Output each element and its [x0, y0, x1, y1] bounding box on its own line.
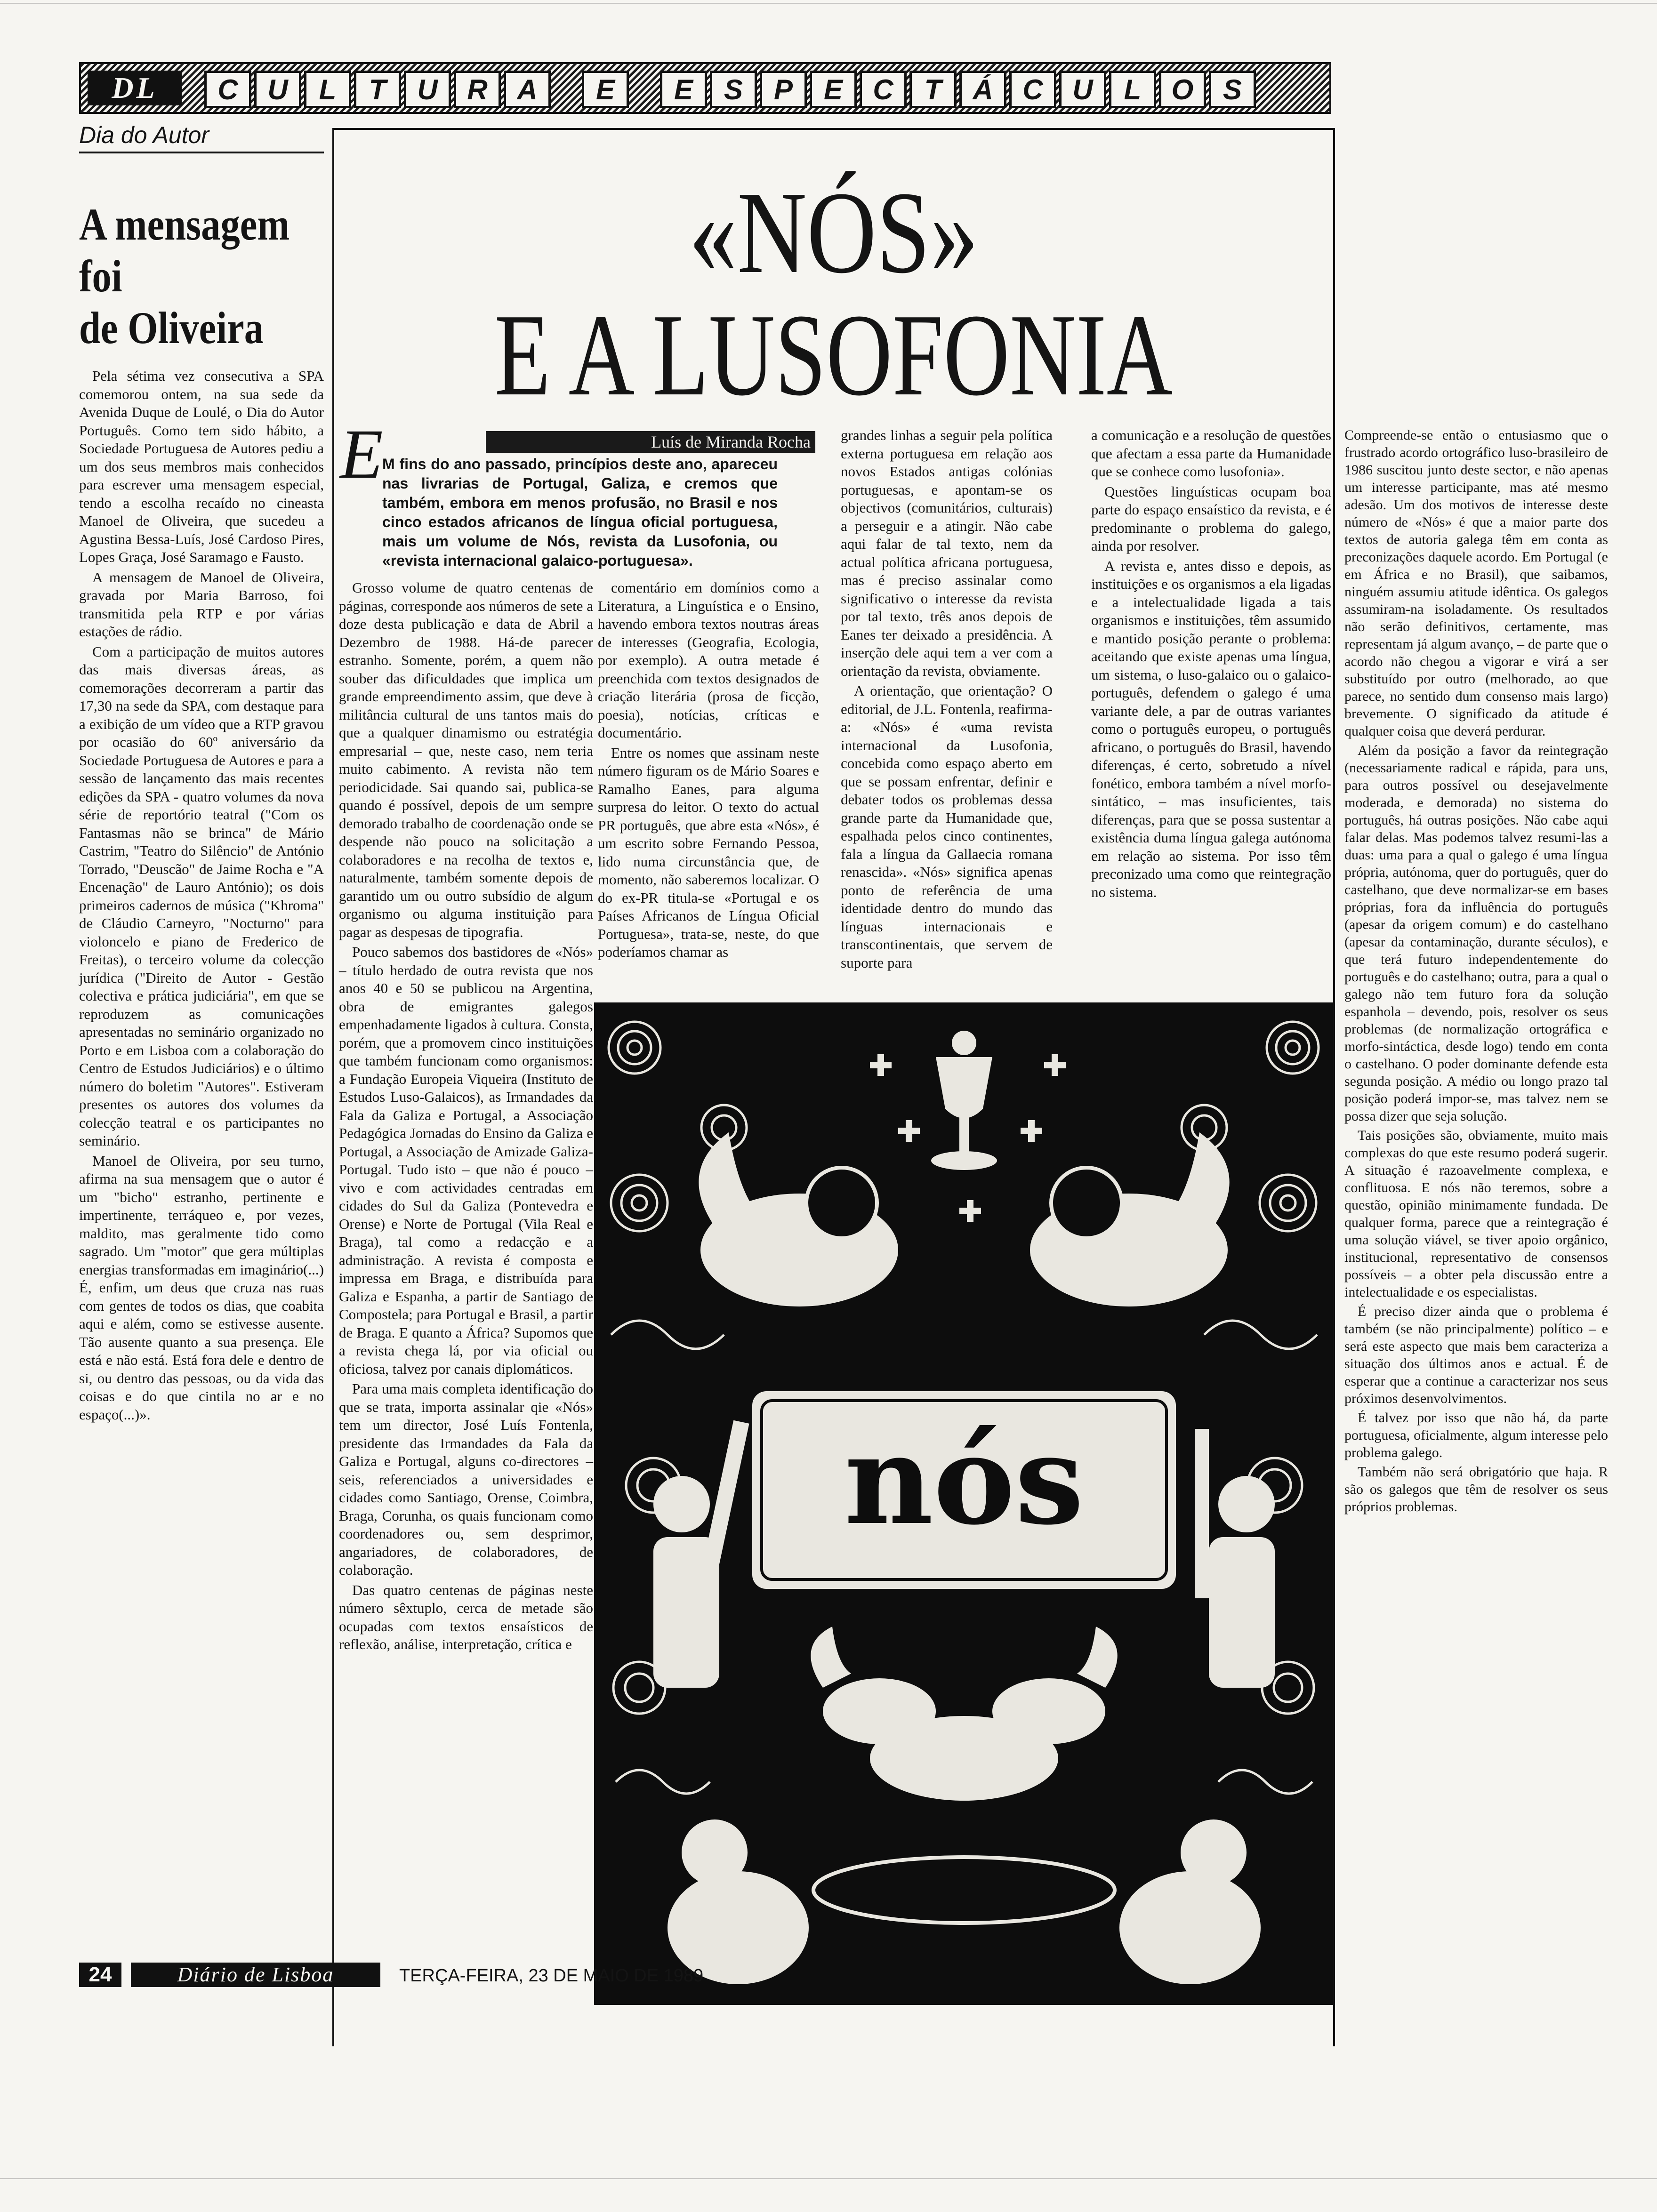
section-title-space: [554, 71, 579, 104]
section-title-letter: C: [204, 71, 251, 108]
section-title-letter: A: [504, 71, 551, 108]
page-number: 24: [79, 1963, 121, 1987]
illustration-title: nós: [844, 1409, 1084, 1552]
section-title-letter: E: [810, 71, 857, 108]
dropcap: E: [340, 415, 383, 493]
col4-paragraph: A revista e, antes disso e depois, as instituições e os organismos a ela ligadas e a intelectualidade ligada a tais organismos e instituições, têm assumido e mantido posição perante o problema: aceitando que existe apenas uma língua, um sistema, o luso-galaico ou o galaico-português, defendem o galego é uma variante dele, a par de outras variantes como o português europeu, o português africano, o português do Brasil, havendo diferenças, é certo, sobretudo a nível fonético, embora também a nível morfo-sintático, – mas insuficientes, tais diferenças, para que se possa sustentar a existência duma língua galega autónoma em relação ao sistema. Por isso têm preconizado uma como que reintegração no sistema.: [1091, 557, 1331, 900]
section-title: [204, 71, 1259, 108]
section-title-letter: U: [254, 71, 301, 108]
section-title-letter: C: [1009, 71, 1056, 108]
section-title-space: [632, 71, 657, 104]
column-1: [339, 579, 593, 1656]
section-title-letter: E: [582, 71, 629, 108]
col5-paragraph: Compreende-se então o entusiasmo que o frustrado acordo ortográfico luso-brasileiro de 1986 suscitou junto deste sector, e não apenas um interesse participante, mas até mesmo adesão. Um dos motivos de interesse deste número de «Nós» é que a maior parte dos textos de autoria galega têm em conta as preconizações daquele acordo. Em Portugal (e em África e no Brasil), que saibamos, ninguém assumiu atitude idêntica. Os galegos assumiram-na isoladamente. Os resultados não serão definitivos, certamente, mas representam já algum avanço, – de parte que o acordo não chegou a vigorar e virá a ser substituído por outro (melhorado, ao que parece, no sentido dum consenso mais largo) brevemente. O significado da atitude é qualquer coisa que deverá perdurar.: [1344, 427, 1608, 739]
left-headline-line2: foi: [79, 251, 122, 301]
section-title-letter: S: [710, 71, 757, 108]
column-5: [1344, 426, 1608, 1517]
left-headline: [79, 199, 322, 354]
main-title-line1: «NÓS»: [689, 168, 979, 298]
section-title-letter: E: [660, 71, 707, 108]
section-title-letter: U: [404, 71, 451, 108]
col5-paragraph: Tais posições são, obviamente, muito mais complexas do que este resumo poderá sugerir. A situação é razoavelmente complexa, e conflituosa. E nós não teremos, sobre a questão, opinião minimamente fundada. De qualquer forma, parece que a reintegração é uma solução viável, se tiver apoio orgânico, institucional, representativo de consensos possíveis – a obter pela discussão entre a intelectualidade e os especialistas.: [1344, 1128, 1608, 1300]
section-title-letter: P: [760, 71, 807, 108]
section-header: [79, 62, 1331, 114]
section-title-letter: T: [909, 71, 957, 108]
footer: [79, 1963, 1336, 1991]
col2-paragraph: comentário em domínios como a Literatura, a Linguística e o Ensino, havendo embora textos noutras áreas de interesses (Geografia, Ecologia, por exemplo). A outra metade é preenchida com textos designados de criação literária (prosa de ficção, poesia), notícias, críticas e documentário.: [598, 579, 819, 741]
left-headline-line3: de Oliveira: [79, 303, 264, 353]
left-kicker: Dia do Autor: [79, 121, 324, 153]
section-title-letter: L: [304, 71, 351, 108]
main-title: [332, 168, 1335, 420]
section-title-letter: S: [1209, 71, 1256, 108]
col1-paragraph: Das quatro centenas de páginas neste número sêxtuplo, cerca de metade são ocupadas com textos ensaísticos de reflexão, análise, interpretação, crítica e: [339, 1581, 593, 1652]
section-title-letter: C: [860, 71, 907, 108]
col1-paragraph: Grosso volume de quatro centenas de páginas, corresponde aos números de sete a doze desta publicação e data de Abril a Dezembro de 1988. Há-de parecer estranho. Somente, porém, a quem não souber das dificuldades que implica um grande empreendimento assim, que deve à militância cultural de uns tantos mais do que a qualquer dinamismo ou estratégia empresarial – que, neste caso, nem teria muito cabimento. A revista não tem periodicidade. Sai quando sai, publica-se quando é possível, depois de um sempre demorado trabalho de coordenação onde se despende não pouco na solicitação a colaboradores e na recolha de textos e, naturalmente, também somente depois de garantido um ou outro subsídio de algum organismo ou alguma instituição para pagar as despesas de tipografia.: [339, 579, 593, 940]
left-paragraph: A mensagem de Manoel de Oliveira, gravada por Maria Barroso, foi transmitida pela RTP e por várias estações de rádio.: [79, 569, 324, 640]
column-2: [598, 579, 819, 963]
col2-paragraph: Entre os nomes que assinam neste número figuram os de Mário Soares e Ramalho Eanes, para alguma surpresa do leitor. O texto do actual PR português, que abre esta «Nós», é um escrito sobre Fernando Pessoa, lido numa circunstância que, de momento, não saberemos localizar. O do ex-PR titula-se «Portugal e os Países Africanos de Língua Oficial Portuguesa», trata-se, neste, do que poderíamos chamar as: [598, 744, 819, 960]
left-paragraph: Manoel de Oliveira, por seu turno, afirma na sua mensagem que o autor é um "bicho" estranho, pertinente e impertinente, terráqueo e, por vezes, maldito, mas geralmente tido como sagrado. Um "motor" que gera múltiplas energias transformadas em imaginário(...) É, enfim, um deus que cruza nas ruas com gentes de todos os dias, que coabita aqui e além, como se estivesse ausente. Tão ausente quanto a sua presença. Ele está e não está. Está fora dele e dentro de si, ou dentro das pessoas, ou da vida das coisas e do que cintila no ar e no espaço(...)».: [79, 1152, 324, 1423]
logo-text: DL: [112, 71, 158, 104]
col5-paragraph: É preciso dizer ainda que o problema é também (se não principalmente) político – e será este aspecto que mais bem caracteriza a situação dos últimos anos e actual. É de esperar que a continue a caracterizar nos seus próximos desenvolvimentos.: [1344, 1304, 1608, 1406]
left-article: [79, 121, 324, 1426]
main-title-line2: E A LUSOFONIA: [494, 290, 1173, 420]
col5-paragraph: Também não será obrigatório que haja. R são os galegos que têm de resolver os seus próprios problemas.: [1344, 1464, 1608, 1515]
section-title-letter: T: [354, 71, 401, 108]
column-4: [1091, 426, 1331, 903]
nos-cover-illustration: [594, 1002, 1333, 2005]
col1-paragraph: Para uma mais completa identificação do que se trata, importa assinalar qie «Nós» tem um director, José Luís Fontenla, presidente das Irmandades da Fala da Galiza e Portugal, alguns co-directores – seis, referenciados a universidades e cidades como Santiago, Orense, Coimbra, Braga, Corunha, os quais funcionam como coordenadores ou, sem desprimor, angariadores, de colaboradores, de colaboração.: [339, 1380, 593, 1578]
left-paragraph: Pela sétima vez consecutiva a SPA comemorou ontem, na sua sede da Avenida Duque de Loulé, o Dia do Autor Português. Como tem sido hábito, a Sociedade Portuguesa de Autores pediu a um dos seus membros mais conhecidos para escrever uma mensagem especial, tendo a escolha recaído no cineasta Manoel de Oliveira, que sucedeu a Agustina Bessa-Luís, José Cardoso Pires, Lopes Graça, José Saramago e Fausto.: [79, 368, 324, 565]
col3-paragraph: grandes linhas a seguir pela política externa portuguesa em relação aos novos Estados antigas colónias portuguesas, e apontam-se os objectivos (comunitários, culturais) a perseguir e a atingir. Não cabe aqui falar de tal texto, nem da actual política africana portuguesa, mas é preciso assinalar como significativo o interesse da revista por tal texto, três anos depois de Eanes ter deixado a presidência. A inserção dele aqui tem a ver com a orientação da revista, obviamente.: [841, 427, 1053, 679]
section-title-letter: R: [454, 71, 501, 108]
section-title-letter: U: [1059, 71, 1106, 108]
col5-paragraph: Além da posição a favor da reintegração (necessariamente radical e rápida, para uns, para outros possível ou desejavelmente moderada, e demorada) no sistema do português, há outras posições. Não cabe aqui falar delas. Mas podemos talvez resumi-las a duas: uma para a qual o galego é uma língua própria, autónoma, quer do português, quer do castelhano, que deve normalizar-se em bases próprias, fora da influência do português (apesar da origem comum) e do castelhano (apesar da contaminação, durante séculos), e que terá futuro independentemente do português e do castelhano; outra, para a qual o galego não tem futuro fora da solução espanhola – devendo, pois, resolver os seus problemas (de normalização ortográfica e morfo-sintáctica, desde logo) tendo em conta o castelhano. O poder dominante defende esta segunda posição. A médio ou longo prazo tal posição poderá impor-se, mas talvez nem se possa dizer que seja solução.: [1344, 743, 1608, 1124]
footer-date: TERÇA-FEIRA, 23 DE MAIO DE 1989: [399, 1966, 704, 1986]
illustration-art: [597, 1005, 1330, 2002]
col3-paragraph: A orientação, que orientação? O editorial, de J.L. Fontenla, reafirma-a: «Nós» é «uma revista internacional da Lusofonia, concebida como espaço aberto em que se possam enfrentar, definir e debater todos os problemas dessa grande parte da Humanidade que, espalhada pelos cinco continentes, fala a língua da Gallaecia romana renascida». «Nós» significa apenas ponto de referência de uma identidade dentro do mundo das línguas internacionais e transcontinentais, que servem de suporte para: [841, 682, 1053, 971]
left-article-body: [79, 367, 324, 1424]
col4-paragraph: Questões linguísticas ocupam boa parte do espaço ensaístico da revista, e é predominante o problema do galego, ainda por resolver.: [1091, 483, 1331, 554]
central-banner: [752, 1391, 1176, 1589]
scan-edge-top: [0, 3, 1657, 4]
scan-edge-bottom: [0, 2178, 1657, 2179]
masthead: Diário de Lisboa: [131, 1963, 380, 1987]
col5-paragraph: É talvez por isso que não há, da parte portuguesa, oficialmente, algum interesse pelo problema galego.: [1344, 1410, 1608, 1460]
section-title-letter: Á: [959, 71, 1006, 108]
section-title-letter: O: [1159, 71, 1206, 108]
col4-paragraph: a comunicação e a resolução de questões que afectam a essa parte da Humanidade que se conhece como lusofonia».: [1091, 427, 1331, 480]
lead-paragraph: M fins do ano passado, princípios deste ano, apareceu nas livrarias de Portugal, Galiza, e cremos que também, embora em menos profusão, no Brasil e nos cinco estados africanos de língua oficial portuguesa, mais um volume de Nós, revista da Lusofonia, ou «revista internacional galaico-portuguesa».: [382, 456, 778, 569]
logo-box: [88, 71, 182, 105]
left-headline-line1: A mensagem: [79, 199, 290, 249]
col1-paragraph: Pouco sabemos dos bastidores de «Nós» – título herdado de outra revista que nos anos 40 e 50 se publicou na Argentina, obra de emigrantes galegos empenhadamente ligados à cultura. Consta, porém, que a promovem cinco instituições que também funcionam como organismos: a Fundação Europeia Viqueira (Instituto de Estudos Luso-Galaicos), as Irmandades da Fala da Galiza e Portugal, a Associação Pedagógica Jornadas do Ensino da Galiza e Portugal, a Associação de Amizade Galiza-Portugal. Tudo isto – que não é pouco – vivo e com actividades centradas em cidades do Sul da Galiza (Pontevedra e Orense) e Norte de Portugal (Vila Real e Braga), tal como a redacção e a administração. A revista é composta e impressa em Braga, e distribuída para Galiza e Espanha, a partir de Santiago de Compostela; para Portugal e Brasil, a partir de Braga. E quanto a África? Supomos que a revista chega lá, por via oficial ou oficiosa, talvez por canais diplomáticos.: [339, 944, 593, 1377]
left-paragraph: Com a participação de muitos autores das mais diversas áreas, as comemorações decorreram a partir das 17,30 na sede da SPA, com destaque para a exibição de um vídeo que a RTP gravou por ocasião do 60º aniversário da Sociedade Portuguesa de Autores e para a sessão de lançamento das mais recentes edições da SPA - quatro volumes da nova série de reportório teatral ("Com os Fantasmas não se brinca" de Mário Castrim, "Teatro do Silêncio" de António Torrado, "Deuscão" de Jaime Rocha e "A Encenação" de Lauro António); os dois primeiros cadernos de música ("Khroma" de Cláudio Carneyro, "Nocturno" para violoncelo e piano de Frederico de Freitas), o terceiro volume da colecção jurídica ("Direito de Autor - Gestão colectiva e prática judiciária", em que se reproduzem as comunicações apresentadas no seminário organizado no Porto e em Lisboa com a colaboração do Centro de Estudos Judiciários) e o último número do boletim "Autores". Estiveram presentes os autores dos volumes da colecção teatral e os participantes no seminário.: [79, 643, 324, 1149]
byline: Luís de Miranda Rocha: [486, 431, 815, 453]
column-3: [841, 426, 1053, 974]
section-title-letter: L: [1109, 71, 1156, 108]
